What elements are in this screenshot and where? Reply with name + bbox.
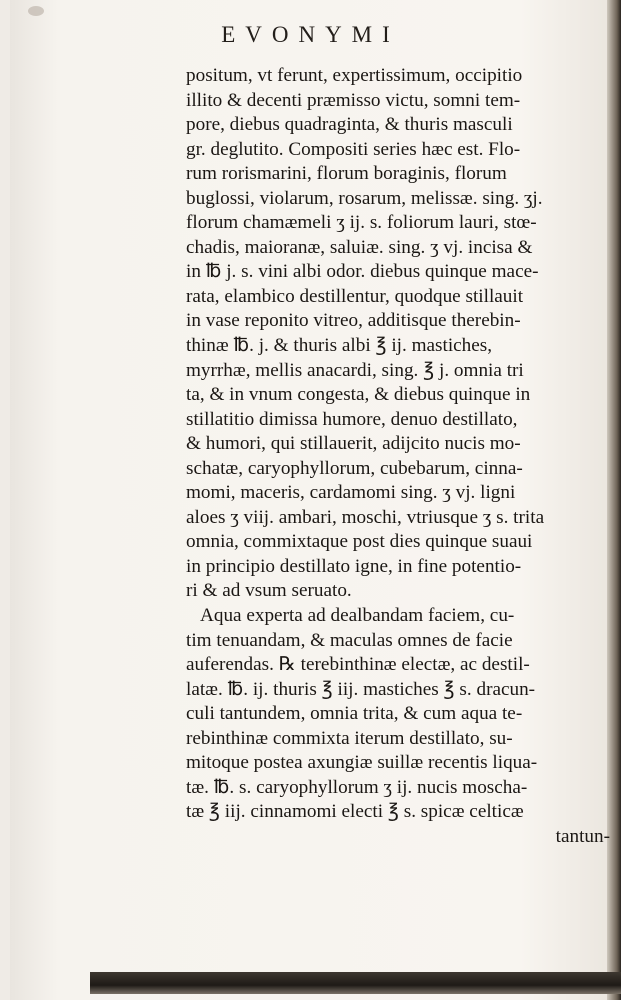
catchword: tantun-	[555, 825, 610, 847]
text-line: chadis, maioranæ, saluiæ. sing. ʒ vj. incisa &	[186, 236, 533, 258]
text-line: aloes ʒ viij. ambari, moschi, vtriusque ʒ s. trita	[186, 506, 545, 528]
body-text	[186, 64, 610, 850]
text-line: mitoque postea axungiæ suillæ recentis liqua-	[186, 752, 538, 774]
text-line: omnia, commixtaque post dies quinque suaui	[186, 531, 533, 553]
text-line: illito & decenti præmisso victu, somni tem-	[186, 89, 521, 111]
text-line: stillatitio dimissa humore, denuo destillato,	[186, 408, 518, 430]
text-line: ri & ad vsum seruato.	[186, 580, 352, 602]
text-line: rum rorismarini, florum boraginis, florum	[186, 163, 507, 185]
text-line: positum, vt ferunt, expertissimum, occipitio	[186, 65, 523, 86]
text-line: ta, & in vnum congesta, & diebus quinque in	[186, 384, 531, 406]
text-line: gr. deglutito. Compositi series hæc est. Flo-	[186, 138, 521, 160]
running-head: EVONYMI	[221, 22, 400, 47]
text-line: momi, maceris, cardamomi sing. ʒ vj. ligni	[186, 482, 516, 504]
text-line: florum chamæmeli ʒ ij. s. foliorum lauri, stœ-	[186, 212, 537, 234]
text-line: thinæ ℔. j. & thuris albi ℥ ij. mastiches,	[186, 335, 493, 357]
paragraph-start-line: Aqua experta ad dealbandam faciem, cu-	[200, 605, 515, 627]
text-line: auferendas. ℞ terebinthinæ electæ, ac destil-	[186, 654, 530, 676]
text-line: tæ ℥ iij. cinnamomi electi ℥ s. spicæ celticæ	[186, 801, 524, 823]
stain-mark	[28, 6, 44, 16]
text-line: myrrhæ, mellis anacardi, sing. ℥ j. omnia tri	[186, 359, 524, 381]
page-bottom-edge	[90, 972, 621, 994]
text-line: pore, diebus quadraginta, & thuris masculi	[186, 114, 513, 136]
text-line: rata, elambico destillentur, quodque stillauit	[186, 285, 524, 307]
text-line: tæ. ℔. s. caryophyllorum ʒ ij. nucis moscha-	[186, 776, 528, 798]
text-line: tim tenuandam, & maculas omnes de facie	[186, 629, 513, 651]
text-line: in vase reponito vitreo, additisque therebin-	[186, 310, 521, 332]
text-line: latæ. ℔. ij. thuris ℥ iij. mastiches ℥ s. dracun-	[186, 678, 536, 700]
text-line: buglossi, violarum, rosarum, melissæ. sing. ʒj.	[186, 187, 543, 209]
text-line: schatæ, caryophyllorum, cubebarum, cinna-	[186, 457, 523, 479]
text-line: rebinthinæ commixta iterum destillato, su-	[186, 727, 513, 749]
text-line: in principio destillato igne, in fine potentio-	[186, 555, 522, 577]
text-line: in ℔ j. s. vini albi odor. diebus quinque mace-	[186, 261, 539, 283]
text-line: & humori, qui stillauerit, adijcito nucis mo-	[186, 433, 521, 455]
text-line: culi tantundem, omnia trita, & cum aqua te-	[186, 703, 523, 725]
